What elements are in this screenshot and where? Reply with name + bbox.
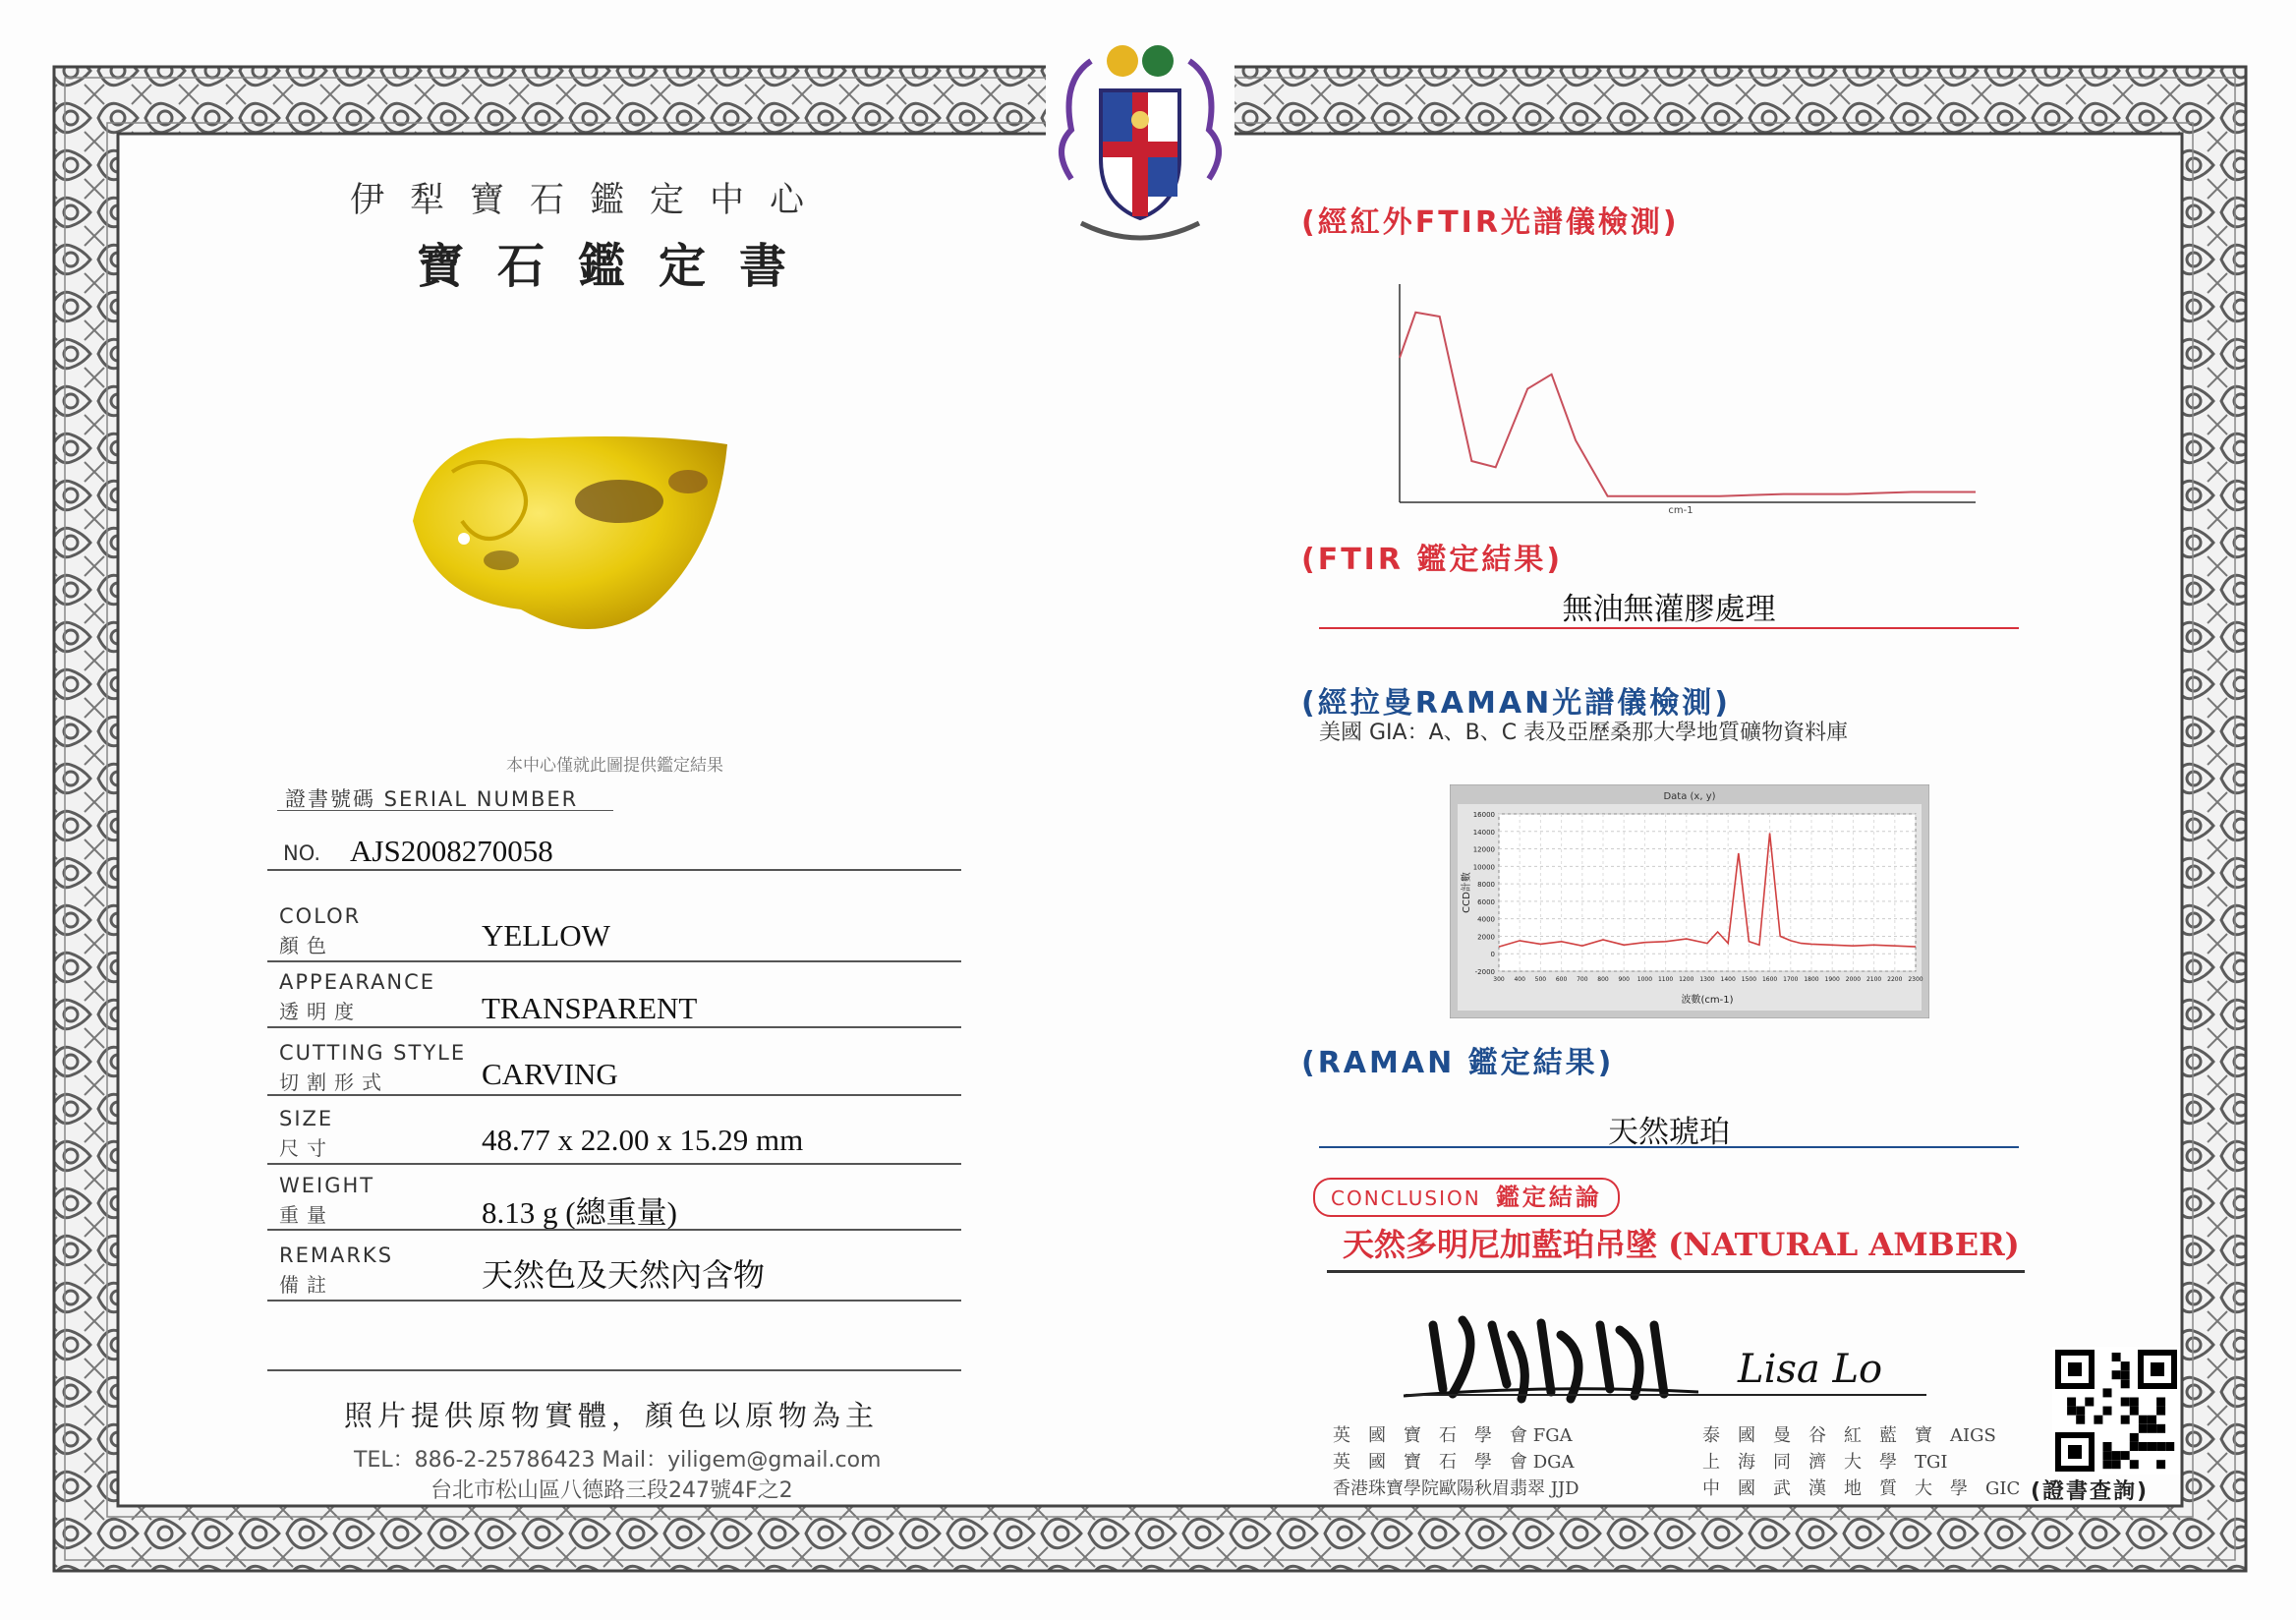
field-value: 天然色及天然內含物 <box>482 1256 766 1294</box>
raman-x-tick-label: 1800 <box>1804 976 1819 983</box>
raman-y-tick-label: -2000 <box>1474 968 1495 976</box>
raman-y-tick-label: 6000 <box>1477 897 1495 906</box>
raman-x-tick-label: 700 <box>1577 976 1588 983</box>
conclusion-label-en: CONCLUSION <box>1331 1186 1481 1210</box>
credential: 泰 國 曼 谷 紅 藍 寶 AIGS <box>1702 1425 1996 1446</box>
credentials-col1 <box>1333 1421 1579 1501</box>
raman-x-tick-label: 800 <box>1597 976 1609 983</box>
field-value: 48.77 x 22.00 x 15.29 mm <box>482 1123 804 1157</box>
credential: 英 國 寶 石 學 會 DGA <box>1333 1452 1575 1473</box>
field-label-zh: 顏色 <box>279 934 334 957</box>
serial-rule <box>267 869 961 871</box>
field-label-en: REMARKS <box>279 1244 394 1267</box>
raman-database: 美國 GIA：A、B、C 表及亞歷桑那大學地質礦物資料庫 <box>1319 721 1849 745</box>
raman-x-tick-label: 600 <box>1555 976 1568 983</box>
ftir-result-label: (FTIR 鑑定結果) <box>1301 543 1564 577</box>
field-rule <box>267 1300 961 1302</box>
conclusion-rule <box>1327 1270 2025 1273</box>
raman-x-tick-label: 2300 <box>1908 976 1923 983</box>
raman-x-tick-label: 2000 <box>1845 976 1862 983</box>
raman-x-tick-label: 1600 <box>1761 976 1778 983</box>
ftir-x-label: cm-1 <box>1668 505 1693 516</box>
raman-y-tick-label: 10000 <box>1472 863 1495 872</box>
field-label-zh: 尺寸 <box>279 1136 334 1160</box>
credential: 上 海 同 濟 大 學 TGI <box>1702 1452 1948 1473</box>
raman-result-rule <box>1319 1146 2019 1148</box>
field-value: TRANSPARENT <box>482 991 698 1025</box>
photo-note: 本中心僅就此圖提供鑑定結果 <box>506 756 723 776</box>
qr-code[interactable] <box>2052 1347 2180 1475</box>
photo-statement: 照片提供原物實體，顏色以原物為主 <box>344 1399 880 1432</box>
field-label-en: COLOR <box>279 904 362 928</box>
credentials-col2 <box>1702 1421 2020 1501</box>
raman-y-tick-label: 16000 <box>1472 811 1495 819</box>
raman-chart-title: Data (x, y) <box>1663 791 1716 802</box>
field-value: YELLOW <box>482 918 610 953</box>
raman-x-tick-label: 900 <box>1618 976 1630 983</box>
field-rule <box>267 1026 961 1028</box>
raman-x-tick-label: 1300 <box>1699 976 1715 983</box>
field-label-zh: 重量 <box>279 1203 334 1227</box>
ftir-series-line <box>1400 313 1976 496</box>
raman-x-tick-label: 1400 <box>1720 976 1736 983</box>
raman-x-tick-label: 1500 <box>1741 976 1757 983</box>
raman-x-tick-label: 2200 <box>1887 976 1903 983</box>
conclusion-label-zh: 鑑定結論 <box>1495 1184 1602 1211</box>
serial-label: 證書號碼 SERIAL NUMBER <box>285 787 579 811</box>
raman-result-label: (RAMAN 鑑定結果) <box>1301 1046 1615 1080</box>
raman-x-tick-label: 400 <box>1514 976 1525 983</box>
field-label-zh: 備註 <box>279 1273 334 1297</box>
raman-x-tick-label: 1900 <box>1824 976 1840 983</box>
raman-spectrum-chart <box>1450 784 1929 1018</box>
coat-of-arms-emblem <box>1042 22 1238 258</box>
raman-x-tick-label: 1700 <box>1783 976 1799 983</box>
credential: 香港珠寶學院歐陽秋眉翡翠 JJD <box>1333 1478 1579 1499</box>
signature-rule <box>1406 1394 1926 1396</box>
ftir-test-label: (經紅外FTIR光譜儀檢測) <box>1301 205 1680 240</box>
signature-latin: Lisa Lo <box>1738 1347 1883 1392</box>
serial-number: AJS2008270058 <box>350 834 553 868</box>
field-label-en: APPEARANCE <box>279 970 436 994</box>
field-value: 8.13 g (總重量) <box>482 1195 677 1230</box>
field-value: CARVING <box>482 1057 618 1091</box>
address: 台北市松山區八德路三段247號4F之2 <box>430 1478 793 1503</box>
raman-y-tick-label: 2000 <box>1477 933 1495 942</box>
field-rule <box>267 1094 961 1096</box>
raman-y-tick-label: 14000 <box>1472 828 1495 837</box>
qr-label: (證書查詢) <box>2031 1479 2150 1504</box>
raman-x-tick-label: 2100 <box>1866 976 1882 983</box>
raman-x-tick-label: 300 <box>1493 976 1505 983</box>
ftir-result: 無油無灌膠處理 <box>1562 592 1776 627</box>
ftir-result-rule <box>1319 627 2019 629</box>
ftir-spectrum-chart <box>1386 280 1985 516</box>
document-title: 寶石鑑定書 <box>417 239 821 294</box>
field-rule <box>267 960 961 962</box>
raman-test-label: (經拉曼RAMAN光譜儀檢測) <box>1301 686 1731 721</box>
conclusion-result: 天然多明尼加藍珀吊墜 (NATURAL AMBER) <box>1343 1226 2020 1263</box>
raman-result: 天然琥珀 <box>1608 1115 1730 1150</box>
field-label-en: SIZE <box>279 1107 334 1130</box>
field-label-zh: 透明度 <box>279 1000 362 1023</box>
raman-x-tick-label: 1100 <box>1657 976 1674 983</box>
serial-no-label: NO. <box>283 841 321 865</box>
serial-label-rule <box>277 810 613 811</box>
raman-x-tick-label: 1000 <box>1636 976 1653 983</box>
field-label-en: CUTTING STYLE <box>279 1041 467 1065</box>
conclusion-label <box>1313 1178 1620 1217</box>
raman-x-label: 波數(cm-1) <box>1681 995 1734 1006</box>
credential: 英 國 寶 石 學 會 FGA <box>1333 1425 1573 1446</box>
center-name: 伊犁寶石鑑定中心 <box>350 181 831 220</box>
table-bottom-rule <box>267 1369 961 1371</box>
contact-info: TEL：886-2-25786423 Mail：yiligem@gmail.com <box>354 1448 882 1473</box>
raman-y-tick-label: 8000 <box>1477 881 1495 890</box>
raman-x-tick-label: 1200 <box>1679 976 1694 983</box>
raman-y-tick-label: 4000 <box>1477 915 1495 924</box>
field-rule <box>267 1229 961 1231</box>
credential: 中 國 武 漢 地 質 大 學 GIC <box>1702 1478 2021 1499</box>
raman-y-label: CCD計數 <box>1462 872 1472 913</box>
amber-pendant-photo <box>393 413 885 649</box>
field-label-zh: 切割形式 <box>279 1070 389 1094</box>
field-rule <box>267 1163 961 1165</box>
raman-y-tick-label: 0 <box>1490 951 1495 959</box>
field-label-en: WEIGHT <box>279 1174 375 1197</box>
raman-x-tick-label: 500 <box>1534 976 1547 983</box>
raman-y-tick-label: 12000 <box>1472 845 1495 854</box>
